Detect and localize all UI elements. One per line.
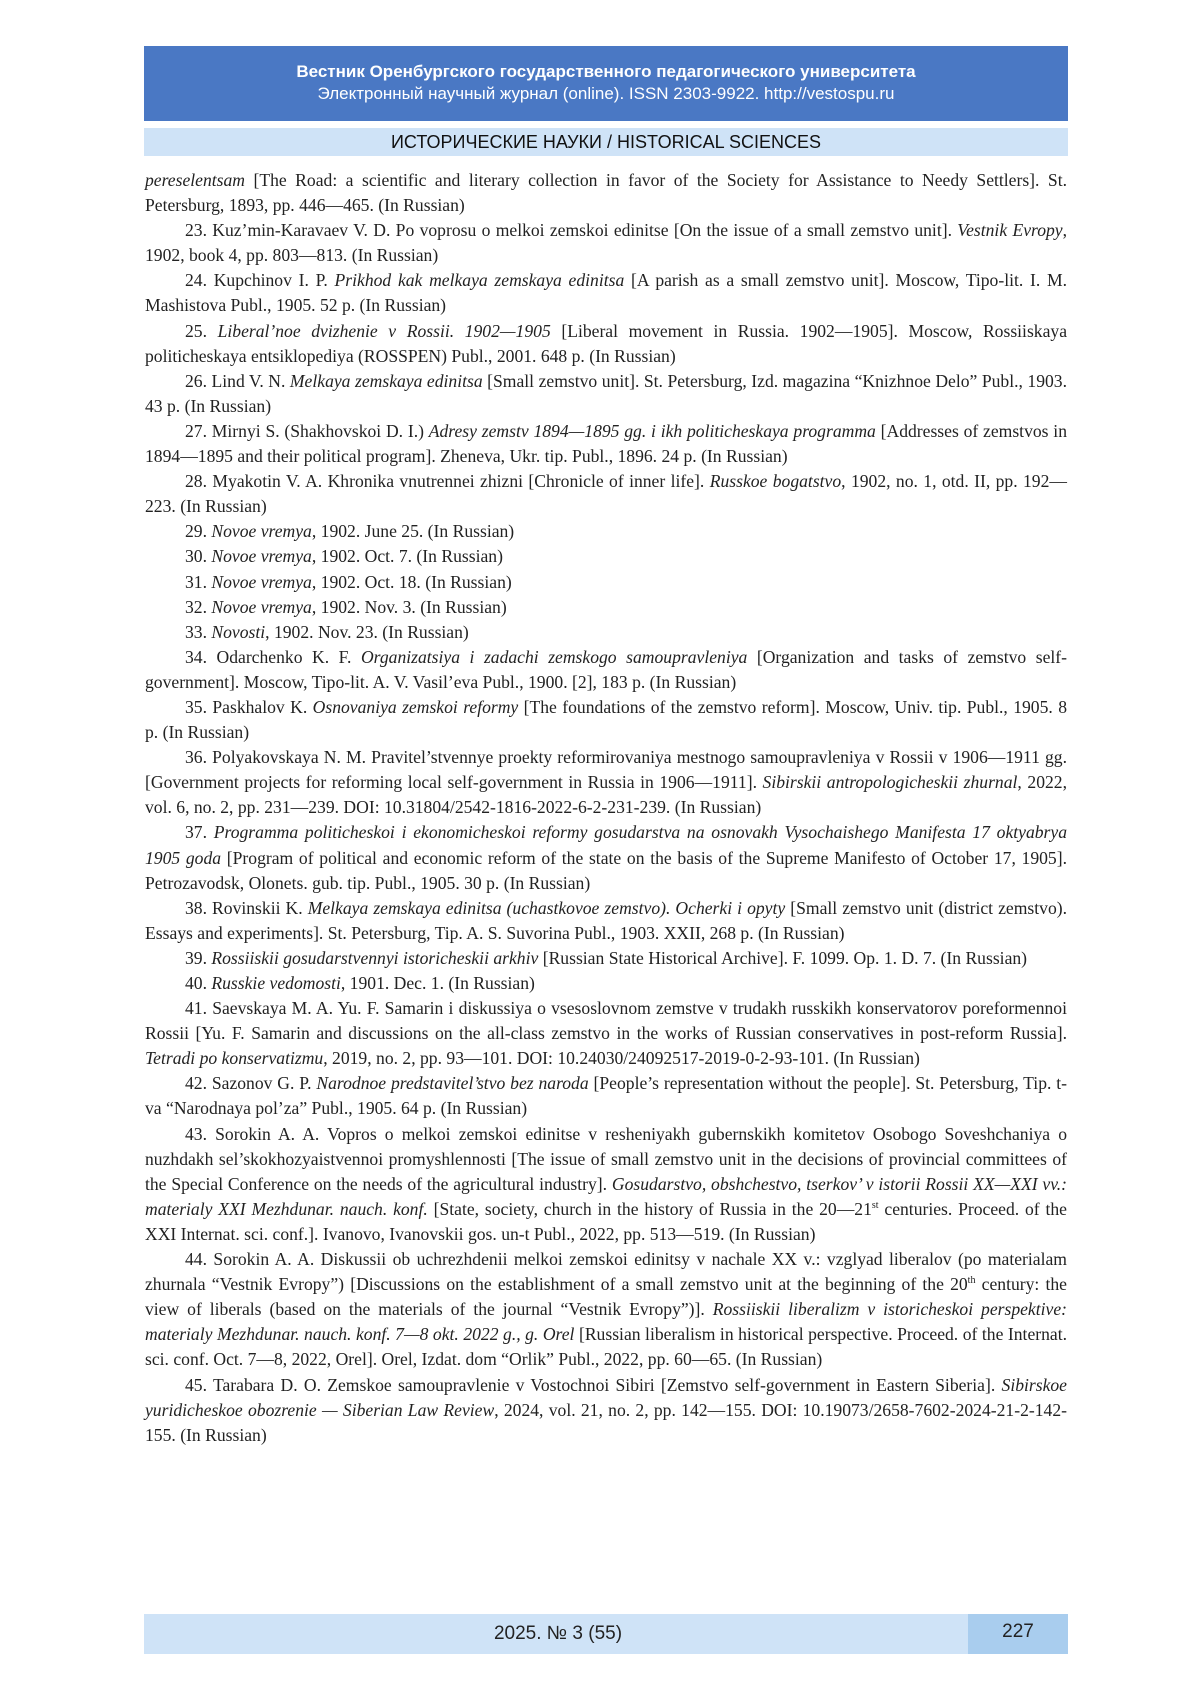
- reference-item: [145, 946, 1067, 971]
- reference-italic-title: Organizatsiya i zadachi zemskogo samoupravleniya: [360, 646, 748, 667]
- reference-item: [145, 570, 1067, 595]
- reference-text: , 2019, no. 2, pp. 93—101. DOI: 10.24030/24092517-2019-0-2-93-101. (In Russian): [323, 1048, 920, 1069]
- reference-item: [145, 695, 1067, 745]
- reference-text: [The foundations of the zemstvo reform]. Moscow, Univ. tip. Publ., 1905. 8 p. (In Russian): [145, 696, 1068, 743]
- reference-item: [145, 218, 1067, 268]
- section-title: ИСТОРИЧЕСКИЕ НАУКИ / HISTORICAL SCIENCES: [144, 128, 1068, 156]
- issue-number: 2025. № 3 (55): [493, 1623, 623, 1644]
- reference-item: [145, 1122, 1067, 1247]
- reference-text: [Small zemstvo unit (district zemstvo). Essays and experiments]. St. Petersburg, Tip. A. S. Suvorina Publ., 1903. XXII, 268 p. (In Russian): [145, 897, 1067, 943]
- reference-text: 23. Kuz’min-Karavaev V. D. Po voprosu o melkoi zemskoi edinitse [On the issue of a small zemstvo unit].: [185, 220, 958, 241]
- reference-item: [145, 595, 1067, 620]
- reference-item: [145, 544, 1067, 569]
- reference-text: [Program of political and economic reform of the state on the basis of the Supreme Manifesto of October 17, 1905]. Petrozavodsk, Olonets. gub. tip. Publ., 1905. 30 p. (In Russian): [145, 847, 1067, 893]
- reference-text: 38. Rovinskii K.: [185, 897, 308, 918]
- reference-text: [State, society, church in the history of Russia in the 20—21: [427, 1198, 872, 1219]
- reference-item: [145, 896, 1067, 946]
- reference-text: [The Road: a scientific and literary collection in favor of the Society for Assistance to Needy Settlers]. St. Petersburg, 1893, pp. 446—465. (In Russian): [145, 170, 1067, 216]
- reference-italic-title: Novoe vremya: [211, 521, 312, 542]
- page-number: 227: [968, 1614, 1068, 1654]
- reference-text: [Addresses of zemstvos in 1894—1895 and their political program]. Zheneva, Ukr. tip. Publ., 1896. 24 p. (In Russian): [145, 420, 1067, 467]
- reference-text: [Liberal movement in Russia. 1902—1905]. Moscow, Rossiiskaya politicheskaya entsiklopediya (ROSSPEN) Publ., 2001. 648 p. (In Russian): [145, 320, 1068, 366]
- reference-item: [145, 620, 1067, 645]
- reference-item: [145, 319, 1067, 369]
- reference-text: 27. Mirnyi S. (Shakhovskoi D. I.): [185, 420, 429, 441]
- reference-text: [A parish as a small zemstvo unit]. Moscow, Tipo-lit. I. M. Mashistova Publ., 1905. 52 p. (In Russian): [145, 270, 1067, 316]
- reference-text: [Russian liberalism in historical perspective. Proceed. of the Internat. sci. conf. Oct. 7—8, 2022, Orel]. Orel, Izdat. dom “Orlik” Publ., 2022, pp. 60—65. (In Russian): [145, 1324, 1067, 1370]
- reference-text: [Small zemstvo unit]. St. Petersburg, Izd. magazina “Knizhnoe Delo” Publ., 1903. 43 p. (In Russian): [145, 370, 1067, 416]
- reference-item: [145, 820, 1067, 895]
- reference-text: century: the view of liberals (based on the materials of the journal “Vestnik Evropy”)].: [145, 1274, 1067, 1320]
- reference-text: [Organization and tasks of zemstvo self-government]. Moscow, Tipo-lit. A. V. Vasil’eva Publ., 1900. [2], 183 p. (In Russian): [145, 646, 1067, 692]
- reference-item: [145, 745, 1067, 820]
- reference-italic-title: pereselentsam: [145, 170, 245, 190]
- reference-italic-title: Narodnoe predstavitel’stvo bez naroda: [316, 1073, 589, 1094]
- reference-italic-title: Novoe vremya: [211, 546, 312, 567]
- reference-text: 30.: [185, 546, 212, 567]
- reference-text: centuries. Proceed. of the XXI Internat. sci. conf.]. Ivanovo, Ivanovskii gos. un-t Publ., 2022, pp. 513—519. (In Russian): [145, 1198, 1067, 1244]
- reference-text: 34. Odarchenko K. F.: [185, 646, 361, 667]
- ordinal-suffix: st: [871, 1199, 879, 1211]
- ordinal-suffix: th: [967, 1275, 976, 1287]
- reference-italic-title: Rossiiskii liberalizm v istoricheskoi perspektive: materialy Mezhdunar. nauch. konf. 7—8 okt. 2022 g., g. Orel: [145, 1299, 1067, 1345]
- reference-text: [People’s representation without the people]. St. Petersburg, Tip. t-va “Narodnaya pol’za” Publ., 1905. 64 p. (In Russian): [145, 1073, 1067, 1119]
- reference-text: 25.: [185, 320, 218, 341]
- reference-italic-title: Prikhod kak melkaya zemskaya edinitsa: [334, 270, 625, 291]
- reference-text: 35. Paskhalov K.: [185, 696, 313, 717]
- reference-italic-title: Osnovaniya zemskoi reformy: [312, 696, 519, 717]
- reference-text: , 1902. Nov. 23. (In Russian): [265, 621, 469, 642]
- reference-text: 40.: [185, 973, 212, 993]
- reference-text: 33.: [185, 621, 212, 642]
- reference-italic-title: Novoe vremya: [211, 596, 312, 617]
- reference-text: 36. Polyakovskaya N. M. Pravitel’stvennye proekty reformirovaniya mestnogo samoupravleniya v Rossii v 1906—1911 gg. [Government projects for reforming local self-government in Russia in 1906—1911].: [145, 747, 1067, 793]
- reference-item: [145, 469, 1067, 519]
- reference-italic-title: Sibirskii antropologicheskii zhurnal: [762, 772, 1018, 793]
- reference-item: [145, 268, 1067, 318]
- reference-italic-title: Vestnik Evropy: [957, 220, 1063, 241]
- reference-item: [145, 168, 1067, 218]
- reference-item: [145, 645, 1067, 695]
- reference-text: 32.: [185, 596, 212, 617]
- reference-italic-title: Tetradi po konservatizmu: [145, 1048, 324, 1069]
- reference-italic-title: Adresy zemstv 1894—1895 gg. i ikh politicheskaya programma: [428, 420, 876, 441]
- journal-title: Вестник Оренбургского государственного педагогического университета: [296, 62, 916, 81]
- reference-italic-title: Programma politicheskoi i ekonomicheskoi reformy gosudarstva na osnovakh Vysochaishego Manifesta 17 oktyabrya 1905 goda: [145, 822, 1068, 868]
- reference-text: , 1902. June 25. (In Russian): [311, 521, 515, 542]
- reference-italic-title: Melkaya zemskaya edinitsa: [289, 370, 483, 391]
- reference-item: [145, 369, 1067, 419]
- reference-text: , 2024, vol. 21, no. 2, pp. 142—155. DOI: 10.19073/2658-7602-2024-21-2-142-155. (In Russian): [145, 1399, 1067, 1445]
- reference-text: 31.: [185, 571, 212, 592]
- reference-text: 45. Tarabara D. O. Zemskoe samoupravlenie v Vostochnoi Sibiri [Zemstvo self-government in Eastern Siberia].: [185, 1374, 1002, 1395]
- reference-item: [145, 1071, 1067, 1121]
- journal-subtitle: Электронный научный журнал (online). ISSN 2303-9922. http://vestospu.ru: [317, 84, 895, 103]
- reference-text: , 1902. Nov. 3. (In Russian): [311, 596, 507, 617]
- reference-item: [145, 519, 1067, 544]
- reference-text: 37.: [185, 822, 214, 843]
- reference-italic-title: Gosudarstvo, obshchestvo, tserkov’ v istorii Rossii XX—XXI vv.: materialy XXI Mezhdunar. nauch. konf.: [145, 1173, 1067, 1219]
- reference-text: , 2022, vol. 6, no. 2, pp. 231—239. DOI: 10.31804/2542-1816-2022-6-2-231-239. (In Russian): [145, 772, 1067, 818]
- reference-text: , 1902. Oct. 7. (In Russian): [311, 546, 503, 567]
- reference-italic-title: Melkaya zemskaya edinitsa (uchastkovoe zemstvo). Ocherki i opyty: [307, 897, 786, 918]
- reference-item: [145, 1247, 1067, 1372]
- reference-italic-title: Rossiiskii gosudarstvennyi istoricheskii arkhiv: [211, 947, 539, 968]
- reference-item: [145, 996, 1067, 1071]
- reference-text: 28. Myakotin V. A. Khronika vnutrennei zhizni [Chronicle of inner life].: [185, 471, 710, 492]
- reference-text: 29.: [185, 521, 212, 542]
- reference-italic-title: Sibirskoe yuridicheskoe obozrenie — Siberian Law Review: [145, 1374, 1067, 1420]
- page-footer: [144, 1614, 1068, 1654]
- reference-text: 42. Sazonov G. P.: [185, 1073, 317, 1094]
- reference-italic-title: Liberal’noe dvizhenie v Rossii. 1902—1905: [217, 320, 551, 341]
- reference-item: [145, 971, 1067, 996]
- reference-text: 41. Saevskaya M. A. Yu. F. Samarin i diskussiya o vsesoslovnom zemstve v trudakh russkikh konservatorov poreformennoi Rossii [Yu. F. Samarin and discussions on the all-class zemstvo in the works of Russian conservatives in post-reform Russia].: [145, 998, 1067, 1044]
- reference-text: 24. Kupchinov I. P.: [185, 270, 335, 291]
- reference-text: 43. Sorokin A. A. Vopros o melkoi zemskoi edinitse v resheniyakh gubernskikh komitetov Osobogo Soveshchaniya o nuzhdakh sel’skokhozyaistvennoi promyshlennosti [The issue of small zemstvo unit in the decisions of provincial committees of the Special Conference on the needs of the agricultural industry].: [145, 1123, 1067, 1194]
- reference-text: , 1902, no. 1, otd. II, pp. 192—223. (In Russian): [145, 471, 1067, 517]
- reference-text: , 1902. Oct. 18. (In Russian): [311, 571, 512, 592]
- reference-item: [145, 1373, 1067, 1448]
- reference-text: 26. Lind V. N.: [185, 370, 290, 391]
- reference-text: 44. Sorokin A. A. Diskussii ob uchrezhdenii melkoi zemskoi edinitsy v nachale XX v.: vzglyad liberalov (po materialam zhurnala “Vestnik Evropy”) [Discussions on the establishment of a small zemstvo unit at the beginning of the 20: [145, 1249, 1067, 1295]
- references-list: [145, 168, 1067, 1448]
- journal-header: [144, 46, 1068, 121]
- reference-text: [Russian State Historical Archive]. F. 1099. Op. 1. D. 7. (In Russian): [538, 947, 1028, 968]
- reference-italic-title: Russkoe bogatstvo: [709, 471, 842, 492]
- reference-text: , 1901. Dec. 1. (In Russian): [340, 973, 535, 993]
- reference-text: 39.: [185, 947, 212, 968]
- reference-item: [145, 419, 1067, 469]
- reference-italic-title: Russkie vedomosti: [211, 973, 341, 993]
- reference-italic-title: Novoe vremya: [211, 571, 312, 592]
- reference-italic-title: Novosti: [211, 621, 266, 642]
- reference-text: , 1902, book 4, pp. 803—813. (In Russian): [145, 220, 1068, 266]
